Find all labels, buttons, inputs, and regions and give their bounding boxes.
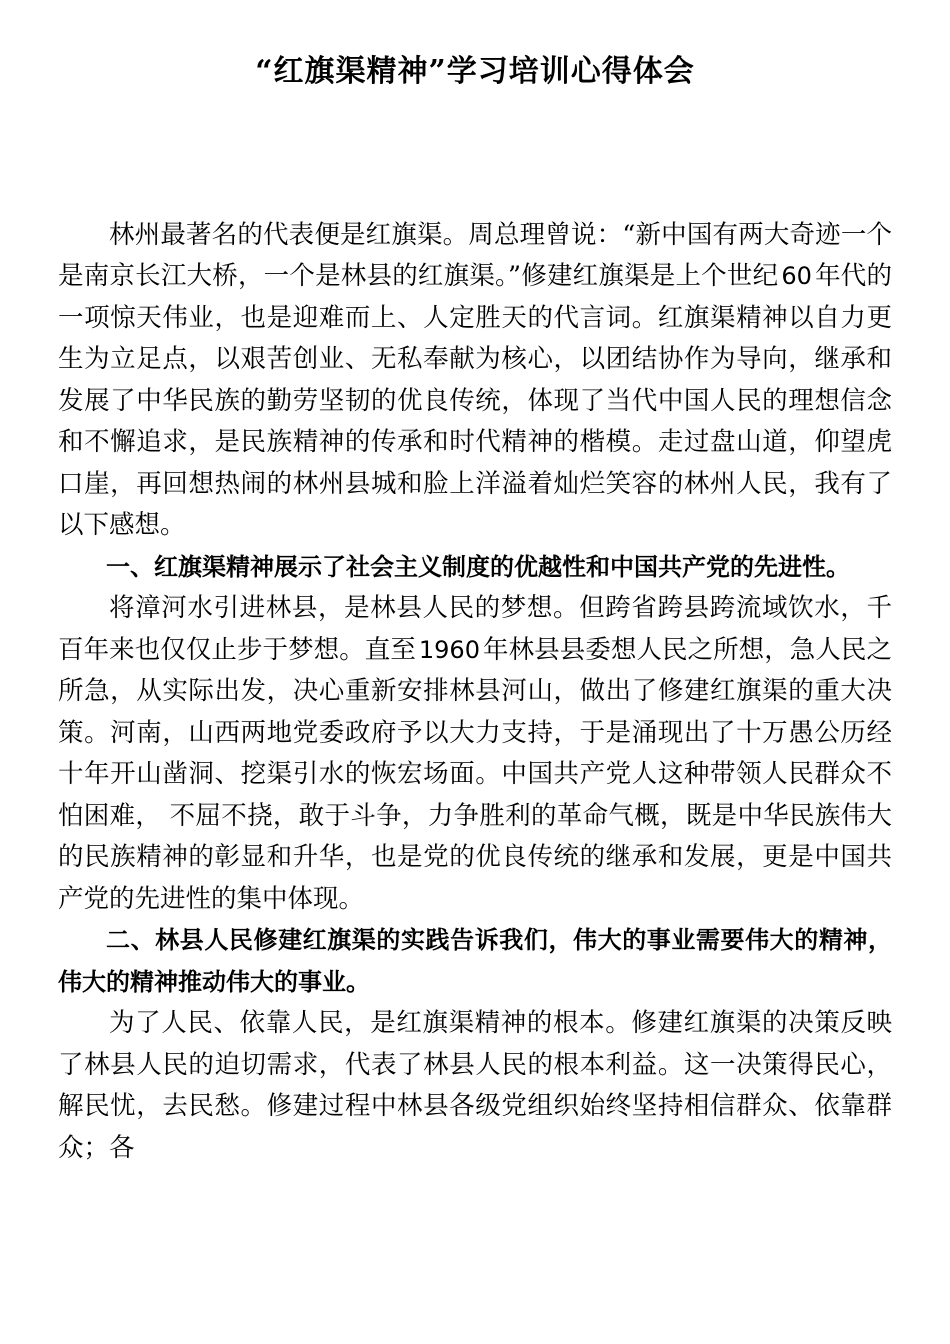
document-body (58, 215, 892, 1170)
title-body-spacer (58, 93, 892, 215)
page-title: “红旗渠精神”学习培训心得体会 (255, 54, 695, 89)
paragraph-section-two: 为了人民、依靠人民，是红旗渠精神的根本。修建红旗渠的决策反映了林县人民的迫切需求，代表了林县人民的根本利益。这一决策得民心，解民忧，去民愁。修建过程中林县各级党组织始终坚持相信群众、依靠群众；各 (58, 1008, 892, 1163)
numeric-run: 1960 (418, 635, 480, 664)
document-content-column (58, 0, 892, 1169)
heading-two: 二、林县人民修建红旗渠的实践告诉我们，伟大的事业需要伟大的精神，伟大的精神推动伟大的事业。 (58, 926, 892, 996)
numeric-run: 60 (781, 262, 812, 290)
heading-one: 一、红旗渠精神展示了社会主义制度的优越性和中国共产党的先进性。 (106, 552, 850, 581)
paragraph-intro: 林州最著名的代表便是红旗渠。周总理曾说：“新中国有两大奇迹一个是南京长江大桥，一个是林县的红旗渠。”修建红旗渠是上个世纪 60 年代的一项惊天伟业，也是迎难而上、人定胜天的代言词。红旗渠精神以自力更生为立足点，以艰苦创业、无私奉献为核心，以团结协作为导向，继承和发展了中华民族的勤劳坚韧的优良传统，体现了当代中国人民的理想信念和不懈追求，是民族精神的传承和时代精神的楷模。走过盘山道，仰望虎口崖，再回想热闹的林州县城和脸上洋溢着灿烂笑容的林州人民，我有了以下感想。 (58, 219, 892, 540)
paragraph-section-one: 将漳河水引进林县，是林县人民的梦想。但跨省跨县跨流域饮水，千百年来也仅仅止步于梦想。直至 1960 年林县县委想人民之所想，急人民之所急，从实际出发，决心重新安排林县河山，做出了修建红旗渠的重大决策。河南，山西两地党委政府予以大力支持，于是涌现出了十万愚公历经十年开山凿洞、挖渠引水的恢宏场面。中国共产党人这种带领人民群众不怕困难， 不屈不挠，敢于斗争，力争胜利的革命气概，既是中华民族伟大的民族精神的彰显和升华，也是党的优良传统的继承和发展，更是中国共产党的先进性的集中体现。 (58, 593, 892, 914)
